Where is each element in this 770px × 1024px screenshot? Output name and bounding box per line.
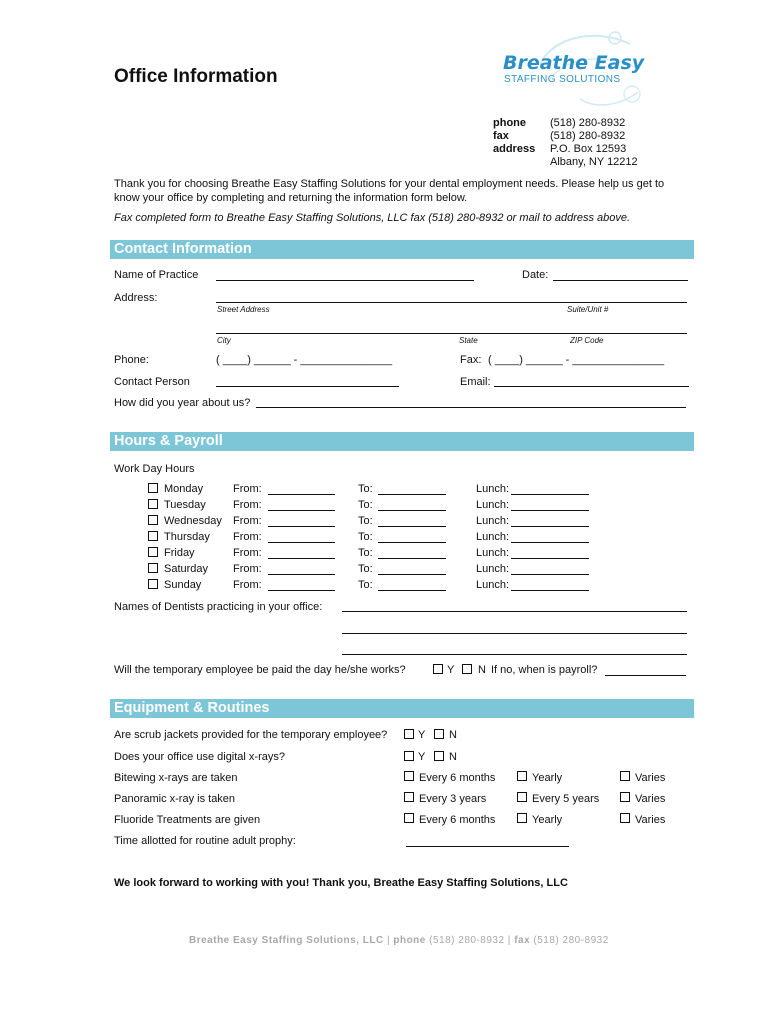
zip-caption: ZIP Code xyxy=(570,336,604,345)
payroll-input[interactable] xyxy=(605,675,686,676)
day-label-friday: Friday xyxy=(164,547,195,559)
how-heard-label: How did you year about us? xyxy=(114,397,251,409)
panoramic-every3-checkbox[interactable] xyxy=(404,792,414,802)
day-label-thursday: Thursday xyxy=(164,531,210,543)
lunch-label-monday: Lunch: xyxy=(476,483,510,495)
phone-field-label: Phone: xyxy=(114,354,149,366)
fluoride-varies-label: Varies xyxy=(635,814,666,826)
phone-input[interactable]: ( ____) ______ - _______________ xyxy=(216,354,393,366)
from-label-thursday: From: xyxy=(233,531,262,543)
day-label-sunday: Sunday xyxy=(164,579,202,591)
suite-caption: Suite/Unit # xyxy=(567,305,609,314)
fluoride-yearly-label: Yearly xyxy=(532,814,563,826)
street-address-input[interactable] xyxy=(216,302,687,303)
from-input-monday[interactable] xyxy=(268,494,335,495)
hours-section-heading: Hours & Payroll xyxy=(110,432,694,451)
lunch-input-friday[interactable] xyxy=(511,558,589,559)
lunch-input-wednesday[interactable] xyxy=(511,526,589,527)
lunch-input-monday[interactable] xyxy=(511,494,589,495)
lunch-input-sunday[interactable] xyxy=(511,590,589,591)
xray-question: Does your office use digital x-rays? xyxy=(114,751,285,763)
fluoride-every6-label: Every 6 months xyxy=(419,814,496,826)
day-checkbox-wednesday[interactable] xyxy=(148,515,158,525)
lunch-input-tuesday[interactable] xyxy=(511,510,589,511)
fax-field-label: Fax: xyxy=(460,354,482,366)
fax-note: Fax completed form to Breathe Easy Staffing Solutions, LLC fax (518) 280-8932 or mail to address above. xyxy=(114,212,631,224)
bitewing-yearly-checkbox[interactable] xyxy=(517,771,527,781)
to-input-wednesday[interactable] xyxy=(378,526,446,527)
fluoride-yearly-checkbox[interactable] xyxy=(517,813,527,823)
date-input[interactable] xyxy=(553,280,688,281)
footer-fax: (518) 280-8932 xyxy=(530,935,609,946)
bitewing-yearly-label: Yearly xyxy=(532,772,563,784)
contact-person-label: Contact Person xyxy=(114,376,190,388)
day-label-tuesday: Tuesday xyxy=(164,499,206,511)
dentists-input-1[interactable] xyxy=(342,611,687,612)
city-state-zip-input[interactable] xyxy=(216,333,687,334)
bitewing-varies-label: Varies xyxy=(635,772,666,784)
logo-sub-text: STAFFING SOLUTIONS xyxy=(504,74,621,85)
fluoride-label: Fluoride Treatments are given xyxy=(114,814,261,826)
bitewing-every6-checkbox[interactable] xyxy=(404,771,414,781)
day-label-monday: Monday xyxy=(164,483,204,495)
day-checkbox-friday[interactable] xyxy=(148,547,158,557)
address-label: address xyxy=(493,143,536,155)
from-input-thursday[interactable] xyxy=(268,542,335,543)
bitewing-every6-label: Every 6 months xyxy=(419,772,496,784)
email-label: Email: xyxy=(460,376,491,388)
email-input[interactable] xyxy=(494,386,689,387)
fax-input[interactable]: ( ____) ______ - _______________ xyxy=(488,354,665,366)
page-title: Office Information xyxy=(114,66,278,87)
page-footer xyxy=(189,935,609,946)
phone-label: phone xyxy=(493,117,526,129)
from-label-tuesday: From: xyxy=(233,499,262,511)
bitewing-label: Bitewing x-rays are taken xyxy=(114,772,238,784)
intro-line-1: Thank you for choosing Breathe Easy Staffing Solutions for your dental employment needs. Please help us get to xyxy=(114,178,665,190)
to-input-friday[interactable] xyxy=(378,558,446,559)
lunch-label-thursday: Lunch: xyxy=(476,531,510,543)
panoramic-varies-checkbox[interactable] xyxy=(620,792,630,802)
dentists-input-2[interactable] xyxy=(342,633,687,634)
from-input-friday[interactable] xyxy=(268,558,335,559)
intro-line-2: know your office by completing and returning the information form below. xyxy=(114,192,468,204)
from-label-saturday: From: xyxy=(233,563,262,575)
paid-no-checkbox[interactable] xyxy=(462,664,472,674)
day-checkbox-thursday[interactable] xyxy=(148,531,158,541)
xray-yes-label: Y xyxy=(418,751,426,763)
bitewing-varies-checkbox[interactable] xyxy=(620,771,630,781)
to-input-monday[interactable] xyxy=(378,494,446,495)
prophy-time-label: Time allotted for routine adult prophy: xyxy=(114,835,296,847)
workday-label: Work Day Hours xyxy=(114,463,195,475)
paid-yes-checkbox[interactable] xyxy=(433,664,443,674)
fax-value: (518) 280-8932 xyxy=(550,130,626,142)
xray-no-checkbox[interactable] xyxy=(434,751,444,761)
to-label-wednesday: To: xyxy=(358,515,373,527)
paid-no-label: N xyxy=(478,664,486,676)
state-caption: State xyxy=(459,336,478,345)
panoramic-label: Panoramic x-ray is taken xyxy=(114,793,236,805)
to-label-thursday: To: xyxy=(358,531,373,543)
footer-fax-label: fax xyxy=(514,935,531,946)
fluoride-varies-checkbox[interactable] xyxy=(620,813,630,823)
footer-separator-2: | xyxy=(504,935,515,946)
fluoride-every6-checkbox[interactable] xyxy=(404,813,414,823)
address-field-label: Address: xyxy=(114,292,158,304)
lunch-label-wednesday: Lunch: xyxy=(476,515,510,527)
practice-input[interactable] xyxy=(216,280,474,281)
scrubs-no-checkbox[interactable] xyxy=(434,729,444,739)
scrubs-yes-label: Y xyxy=(418,729,426,741)
day-checkbox-monday[interactable] xyxy=(148,483,158,493)
city-caption: City xyxy=(217,336,231,345)
from-label-friday: From: xyxy=(233,547,262,559)
dentists-label: Names of Dentists practicing in your office: xyxy=(114,601,323,613)
to-label-friday: To: xyxy=(358,547,373,559)
lunch-label-friday: Lunch: xyxy=(476,547,510,559)
from-label-wednesday: From: xyxy=(233,515,262,527)
lunch-input-thursday[interactable] xyxy=(511,542,589,543)
payroll-label: If no, when is payroll? xyxy=(491,664,598,676)
day-checkbox-saturday[interactable] xyxy=(148,563,158,573)
scrubs-yes-checkbox[interactable] xyxy=(404,729,414,739)
paid-question: Will the temporary employee be paid the day he/she works? xyxy=(114,664,406,676)
from-input-saturday[interactable] xyxy=(268,574,335,575)
lunch-input-saturday[interactable] xyxy=(511,574,589,575)
day-checkbox-tuesday[interactable] xyxy=(148,499,158,509)
lunch-label-sunday: Lunch: xyxy=(476,579,510,591)
footer-company: Breathe Easy Staffing Solutions, LLC xyxy=(189,935,384,946)
xray-yes-checkbox[interactable] xyxy=(404,751,414,761)
logo-main-text: Breathe Easy xyxy=(503,52,645,74)
to-label-saturday: To: xyxy=(358,563,373,575)
footer-phone-label: phone xyxy=(393,935,426,946)
panoramic-every5-label: Every 5 years xyxy=(532,793,600,805)
to-input-saturday[interactable] xyxy=(378,574,446,575)
to-input-tuesday[interactable] xyxy=(378,510,446,511)
date-label: Date: xyxy=(522,269,549,281)
to-label-tuesday: To: xyxy=(358,499,373,511)
panoramic-every5-checkbox[interactable] xyxy=(517,792,527,802)
lunch-label-saturday: Lunch: xyxy=(476,563,510,575)
from-label-sunday: From: xyxy=(233,579,262,591)
practice-label: Name of Practice xyxy=(114,269,199,281)
phone-value: (518) 280-8932 xyxy=(550,117,626,129)
fax-label: fax xyxy=(493,130,509,142)
day-checkbox-sunday[interactable] xyxy=(148,579,158,589)
footer-phone: (518) 280-8932 xyxy=(425,935,505,946)
panoramic-varies-label: Varies xyxy=(635,793,666,805)
from-label-monday: From: xyxy=(233,483,262,495)
from-input-wednesday[interactable] xyxy=(268,526,335,527)
equipment-section-heading: Equipment & Routines xyxy=(110,699,694,718)
address-line-1: P.O. Box 12593 xyxy=(550,143,627,155)
address-line-2: Albany, NY 12212 xyxy=(550,156,638,168)
from-input-tuesday[interactable] xyxy=(268,510,335,511)
xray-no-label: N xyxy=(449,751,457,763)
from-input-sunday[interactable] xyxy=(268,590,335,591)
to-input-thursday[interactable] xyxy=(378,542,446,543)
prophy-time-input[interactable] xyxy=(406,846,569,847)
day-label-saturday: Saturday xyxy=(164,563,209,575)
scrubs-question: Are scrub jackets provided for the temporary employee? xyxy=(114,729,388,741)
contact-person-input[interactable] xyxy=(216,386,399,387)
how-heard-input[interactable] xyxy=(256,407,686,408)
to-input-sunday[interactable] xyxy=(378,590,446,591)
dentists-input-3[interactable] xyxy=(342,654,687,655)
footer-separator-1: | xyxy=(383,935,394,946)
street-address-caption: Street Address xyxy=(217,305,270,314)
paid-yes-label: Y xyxy=(447,664,455,676)
to-label-monday: To: xyxy=(358,483,373,495)
panoramic-every3-label: Every 3 years xyxy=(419,793,487,805)
contact-section-heading: Contact Information xyxy=(110,240,694,259)
lunch-label-tuesday: Lunch: xyxy=(476,499,510,511)
day-label-wednesday: Wednesday xyxy=(164,515,222,527)
to-label-sunday: To: xyxy=(358,579,373,591)
scrubs-no-label: N xyxy=(449,729,457,741)
closing-message: We look forward to working with you! Thank you, Breathe Easy Staffing Solutions, LLC xyxy=(114,877,568,889)
